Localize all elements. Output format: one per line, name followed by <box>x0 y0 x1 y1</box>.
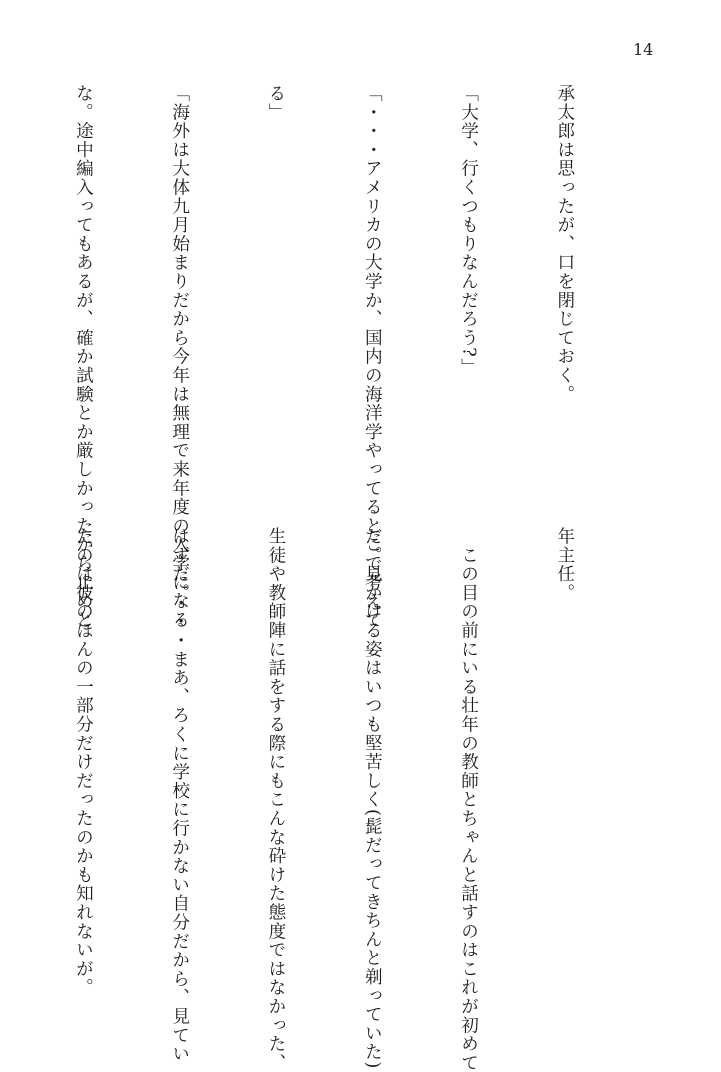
text-line: 「・・・アメリカの大学か、国内の海洋学やってるとこで考えて <box>362 84 383 630</box>
text-line: だ。見かける姿はいつも堅苦しく(髭だってきちんと剃っていた) <box>362 527 383 1070</box>
text-line: はずだ。・・・まあ、ろくに学校に行かない自分だから、見てい <box>169 527 190 1064</box>
text-line: 承太郎は思ったが、口を閉じておく。 <box>554 84 575 404</box>
page-number: 14 <box>633 40 654 59</box>
text-line: たのは彼のほんの一部分だけだったのかも知れないが。 <box>73 527 94 997</box>
text-line: 生徒や教師陣に話をする際にもこんな砕けた態度ではなかった、 <box>265 527 286 1072</box>
lower-text-block <box>73 527 645 1072</box>
text-line: この目の前にいる壮年の教師とちゃんと話すのはこれが初めて <box>458 527 479 1072</box>
text-line <box>0 84 3 515</box>
text-line: る」 <box>265 84 286 122</box>
text-line: 「大学、行くつもりなんだろう?」 <box>458 84 479 377</box>
text-line: な。途中編入ってもあるが、確か試験とか厳しかったから止めと <box>73 84 94 630</box>
text-line <box>0 527 3 973</box>
text-line: 「海外は大体九月始まりだから今年は無理で来年度の入学になる <box>169 84 190 630</box>
text-line: 年主任。 <box>554 527 575 603</box>
